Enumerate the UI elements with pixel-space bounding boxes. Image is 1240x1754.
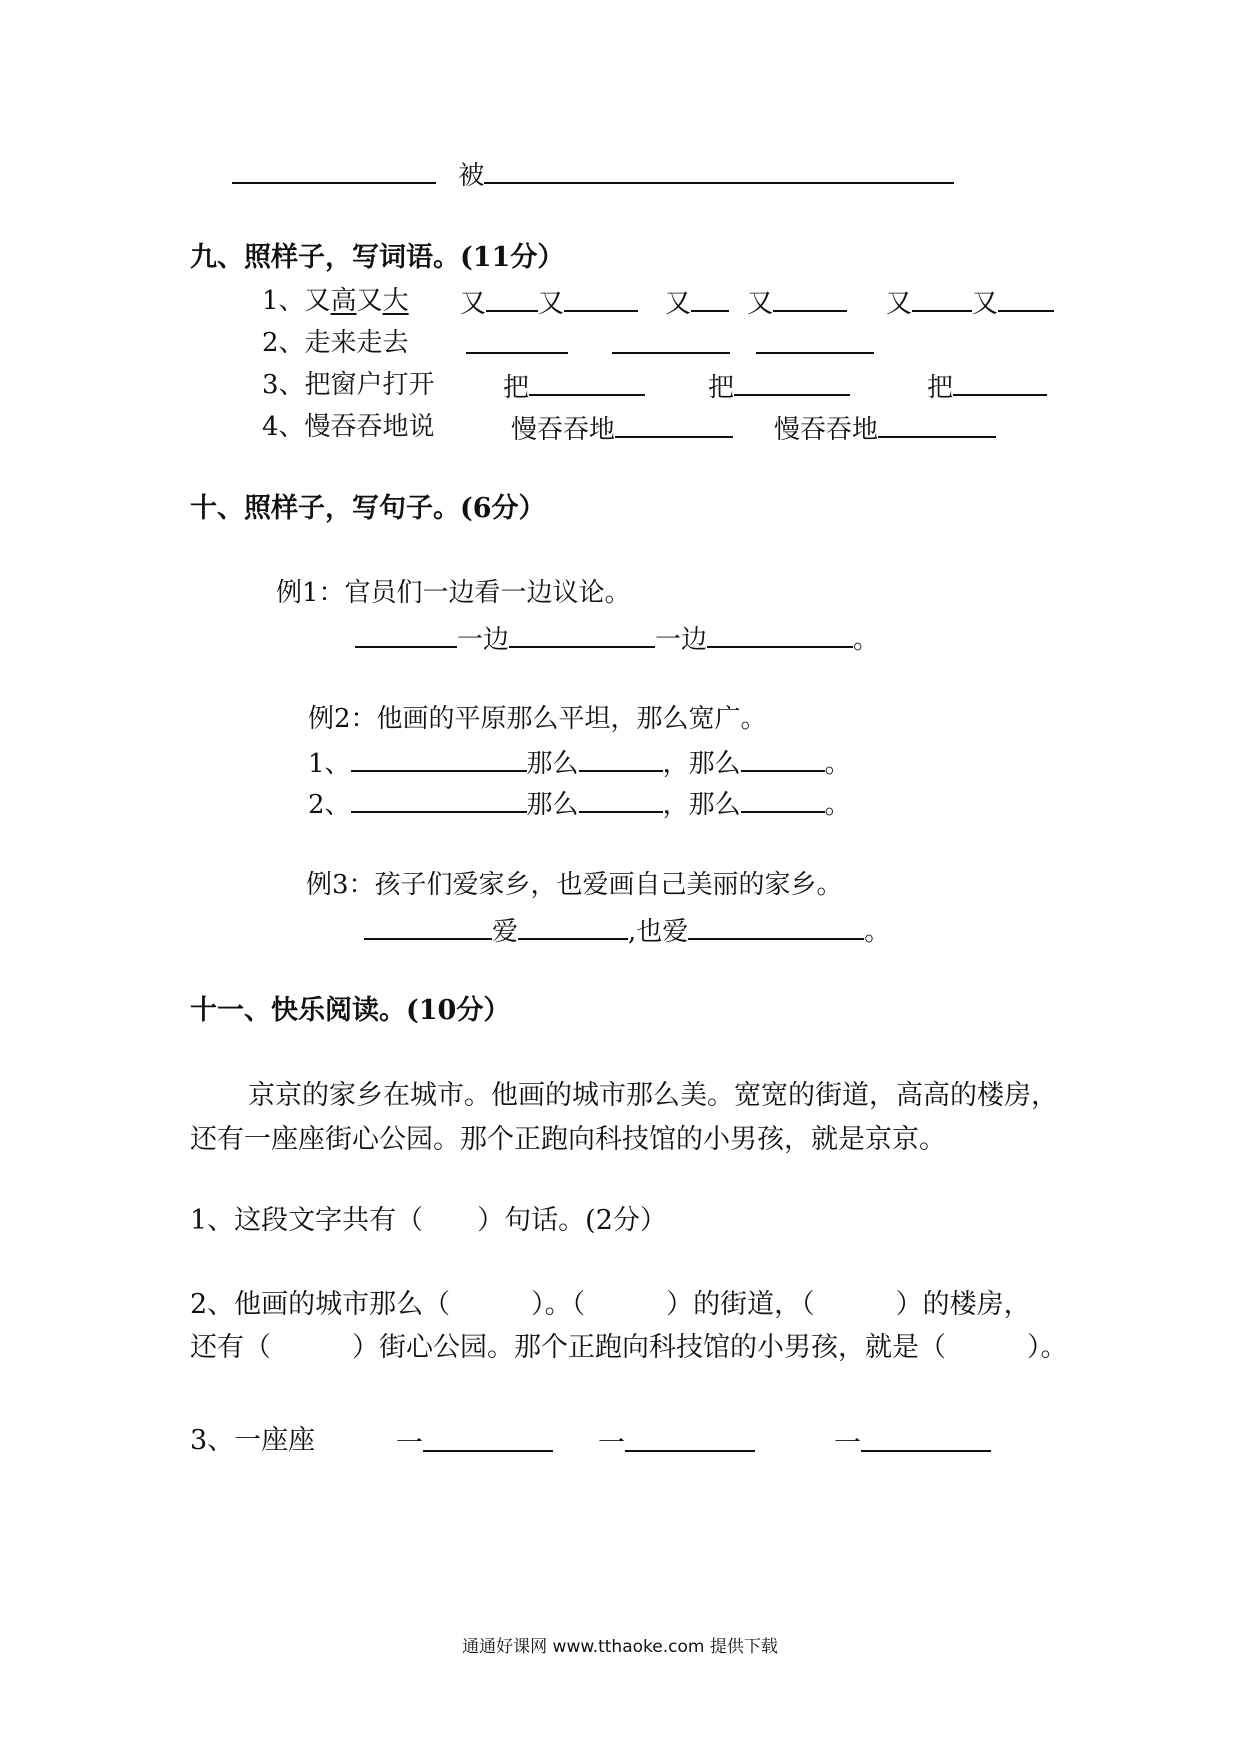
section-9-row-1-blanks-c: 又 又 — [886, 286, 1054, 319]
blank[interactable] — [773, 286, 847, 312]
section-9-row-1-blanks-a: 又 又 — [460, 286, 638, 319]
blank[interactable] — [529, 370, 645, 396]
blank[interactable] — [509, 622, 655, 648]
blank[interactable] — [741, 746, 825, 772]
example-3-blanks: 爱 ,也爱 。 — [364, 914, 890, 947]
section-9-row-4-blank-2: 慢吞吞地 — [774, 412, 996, 445]
example-3-label: 例3：孩子们爱家乡，也爱画自己美丽的家乡。 — [306, 870, 843, 900]
question-3-blank-2: 一 — [598, 1426, 755, 1459]
blank[interactable] — [688, 914, 864, 940]
blank[interactable] — [756, 328, 874, 354]
section-9-row-3-blank-3: 把 — [927, 370, 1047, 403]
question-3: 3、一座座 — [190, 1425, 316, 1456]
blank[interactable] — [691, 286, 729, 312]
example-2-line-2: 2、 那么 ，那么 。 — [308, 787, 851, 820]
blank[interactable] — [861, 1426, 991, 1452]
blank[interactable] — [355, 622, 457, 648]
section-9-row-3: 3、把窗户打开 — [262, 370, 435, 400]
section-9-row-2-blanks — [466, 328, 874, 361]
example-1-blanks: 一边 一边 。 — [355, 622, 879, 655]
blank[interactable] — [423, 1426, 553, 1452]
blank[interactable] — [741, 787, 825, 813]
question-2-line-1: 2、他画的城市那么（ ）。（ ）的街道，（ ）的楼房， — [190, 1289, 1031, 1320]
page-footer: 通通好课网 www.tthaoke.com 提供下载 — [462, 1637, 778, 1657]
blank[interactable] — [912, 286, 972, 312]
blank[interactable] — [612, 328, 730, 354]
section-9-row-4-blank-1: 慢吞吞地 — [511, 412, 733, 445]
blank[interactable] — [625, 1426, 755, 1452]
example-2-label: 例2：他画的平原那么平坦，那么宽广。 — [308, 704, 767, 734]
question-3-blank-1: 一 — [396, 1426, 553, 1459]
blank[interactable] — [579, 746, 663, 772]
blank[interactable] — [466, 328, 568, 354]
blank[interactable] — [953, 370, 1047, 396]
blank[interactable] — [564, 286, 638, 312]
blank[interactable] — [734, 370, 850, 396]
section-9-row-2: 2、走来走去 — [262, 328, 409, 358]
question-3-blank-3: 一 — [834, 1426, 991, 1459]
blank[interactable] — [998, 286, 1054, 312]
blank[interactable] — [232, 158, 436, 184]
reading-passage: 京京的家乡在城市。他画的城市那么美。宽宽的街道，高高的楼房，还有一座座街心公园。那个正跑向科技馆的小男孩，就是京京。 — [190, 1080, 1058, 1155]
blank[interactable] — [484, 158, 954, 184]
top-blank-line — [232, 158, 954, 191]
section-9-heading: 九、照样子，写词语。(11分） — [190, 242, 565, 273]
section-9-row-4: 4、慢吞吞地说 — [262, 412, 435, 442]
question-1: 1、这段文字共有（ ）句话。(2分） — [190, 1205, 667, 1236]
blank[interactable] — [351, 787, 527, 813]
section-9-row-3-blank-2: 把 — [708, 370, 850, 403]
section-11-heading: 十一、快乐阅读。(10分） — [190, 995, 511, 1026]
blank[interactable] — [707, 622, 853, 648]
blank[interactable] — [615, 412, 733, 438]
section-10-heading: 十、照样子，写句子。(6分） — [190, 493, 546, 524]
blank[interactable] — [364, 914, 492, 940]
example-2-line-1: 1、 那么 ，那么 。 — [308, 746, 851, 779]
blank[interactable] — [351, 746, 527, 772]
example-1-label: 例1：官员们一边看一边议论。 — [276, 578, 631, 608]
section-9-row-1: 1、又高又大 — [262, 286, 409, 316]
blank[interactable] — [878, 412, 996, 438]
blank[interactable] — [518, 914, 628, 940]
question-2-line-2: 还有（ ）街心公园。那个正跑向科技馆的小男孩，就是（ ）。 — [190, 1332, 1068, 1363]
blank[interactable] — [579, 787, 663, 813]
word-bei: 被 — [458, 161, 485, 191]
section-9-row-1-blanks-b: 又 又 — [665, 286, 847, 319]
blank[interactable] — [486, 286, 538, 312]
section-9-row-3-blank-1: 把 — [503, 370, 645, 403]
